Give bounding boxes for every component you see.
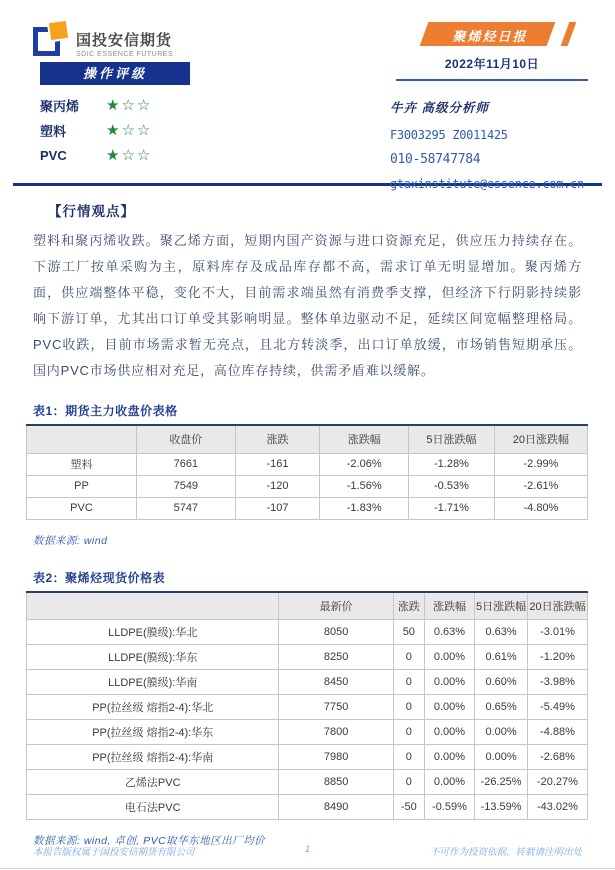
report-title-banner — [415, 22, 575, 46]
table-row — [27, 770, 588, 795]
table-cell: -4.88% — [527, 720, 587, 745]
table-cell: -1.20% — [527, 645, 587, 670]
rating-list — [40, 93, 152, 168]
table-row — [27, 497, 588, 519]
table-cell: -20.27% — [527, 770, 587, 795]
logo-text — [76, 22, 173, 58]
logo-orange-square — [49, 21, 68, 40]
report-header — [0, 0, 615, 191]
tables-section — [26, 402, 589, 848]
table-cell: 5747 — [136, 497, 235, 519]
table-row — [27, 795, 588, 820]
table-cell: -120 — [235, 475, 320, 497]
table-cell: PVC — [27, 497, 137, 519]
column-header: 涨跌幅 — [424, 592, 474, 620]
analyst-name: 牛卉 高级分析师 — [390, 101, 489, 115]
table-cell: 0.65% — [475, 695, 528, 720]
page-bottom-rule — [0, 868, 615, 869]
table-cell: 0.00% — [424, 695, 474, 720]
table-cell: -26.25% — [475, 770, 528, 795]
table-cell: PP(拉丝级 熔指2-4):华东 — [27, 720, 279, 745]
table-cell: -1.83% — [320, 497, 409, 519]
spot-price-table — [26, 591, 588, 821]
table-cell: 0.61% — [475, 645, 528, 670]
table-cell: 电石法PVC — [27, 795, 279, 820]
footer-page-number: 1 — [304, 844, 311, 855]
table-row — [27, 720, 588, 745]
table-cell: -161 — [235, 453, 320, 475]
rating-row — [40, 143, 152, 168]
table-row — [27, 620, 588, 645]
table-cell: 50 — [393, 620, 424, 645]
company-name-cn: 国投安信期货 — [76, 32, 173, 49]
footer-disclaimer: 不可作为投资依据，转载请注明出处 — [429, 847, 582, 858]
table-cell: 8450 — [279, 670, 393, 695]
table-cell: 塑料 — [27, 453, 137, 475]
table-cell: -3.01% — [527, 620, 587, 645]
table-cell: -13.59% — [475, 795, 528, 820]
column-header: 最新价 — [279, 592, 393, 620]
market-opinion-section — [33, 200, 582, 384]
table-cell: -4.80% — [494, 497, 587, 519]
table-cell: 0 — [393, 645, 424, 670]
table-cell: 0.63% — [475, 620, 528, 645]
rating-row — [40, 118, 152, 143]
table-cell: 0.00% — [424, 645, 474, 670]
rating-label: 聚丙烯 — [40, 99, 80, 114]
table-row — [27, 695, 588, 720]
table-cell: -2.68% — [527, 745, 587, 770]
table-row — [27, 745, 588, 770]
table-cell: PP(拉丝级 熔指2-4):华南 — [27, 745, 279, 770]
company-name-en: SDIC ESSENCE FUTURES — [76, 51, 174, 58]
column-header: 5日涨跌幅 — [409, 425, 495, 453]
table-cell: PP — [27, 475, 137, 497]
table-cell: LLDPE(膜级):华东 — [27, 645, 279, 670]
table-cell: 0 — [393, 770, 424, 795]
table-cell: 0.00% — [424, 670, 474, 695]
table-row — [27, 645, 588, 670]
opinion-body-text: 塑料和聚丙烯收跌。聚乙烯方面，短期内国产资源与进口资源充足，供应压力持续存在。下游工厂按单采购为主，原料库存及成品库存都不高，需求订单无明显增加。聚丙烯方面，供应端整体平稳，变化不大，目前需求端虽然有消费季支撑，但经济下行阴影持续影响下游订单，尤其出口订单受其影响明显。整体单边驱动不足，延续区间宽幅整理格局。PVC收跌，目前市场需求暂无亮点，且北方转淡季，出口订单放缓，市场销售短期承压。国内PVC市场供应相对充足，高位库存持续，供需矛盾难以缓解。 — [33, 233, 582, 378]
company-logo-icon — [33, 22, 69, 58]
table-row — [27, 670, 588, 695]
table-cell: 0.00% — [475, 720, 528, 745]
table-cell: -5.49% — [527, 695, 587, 720]
table-cell: 0.60% — [475, 670, 528, 695]
table-cell: 0.00% — [475, 745, 528, 770]
table-cell: 0.00% — [424, 720, 474, 745]
table-cell: -2.06% — [320, 453, 409, 475]
table-cell: 7549 — [136, 475, 235, 497]
table-cell: -2.61% — [494, 475, 587, 497]
table-cell: 8050 — [279, 620, 393, 645]
table-cell: 8850 — [279, 770, 393, 795]
column-header: 20日涨跌幅 — [527, 592, 587, 620]
table-cell: 0.63% — [424, 620, 474, 645]
column-header: 收盘价 — [136, 425, 235, 453]
header-right-column — [388, 22, 594, 191]
column-header: 5日涨跌幅 — [475, 592, 528, 620]
table-cell: LLDPE(膜级):华北 — [27, 620, 279, 645]
page-footer — [33, 844, 582, 858]
table2-source: 数据来源: wind, 卓创, PVC取华东地区出厂均价 — [33, 835, 266, 847]
rating-stars-icon: ★☆☆ — [106, 97, 153, 114]
table-cell: -50 — [393, 795, 424, 820]
table-cell: 0 — [393, 670, 424, 695]
futures-close-price-table — [26, 424, 588, 520]
table-cell: 0 — [393, 720, 424, 745]
table-cell: -0.53% — [409, 475, 495, 497]
column-header — [27, 425, 137, 453]
table-row — [27, 475, 588, 497]
table-cell: 0.00% — [424, 770, 474, 795]
table-cell: -0.59% — [424, 795, 474, 820]
table-cell: 乙烯法PVC — [27, 770, 279, 795]
table-cell: -3.98% — [527, 670, 587, 695]
table-header-row — [27, 592, 588, 620]
table-cell: PP(拉丝级 熔指2-4):华北 — [27, 695, 279, 720]
rating-label: 塑料 — [40, 124, 67, 139]
table-header-row — [27, 425, 588, 453]
column-header: 20日涨跌幅 — [494, 425, 587, 453]
rating-stars-icon: ★☆☆ — [106, 122, 153, 139]
table-cell: 7661 — [136, 453, 235, 475]
footer-copyright: 本报告版权属于国投安信期货有限公司 — [33, 847, 195, 858]
table-cell: -1.28% — [409, 453, 495, 475]
report-title: 聚烯烃日报 — [452, 29, 528, 44]
table-row — [27, 453, 588, 475]
column-header: 涨跌 — [393, 592, 424, 620]
analyst-info — [390, 98, 594, 191]
company-logo — [33, 22, 173, 58]
table1-title: 表1：期货主力收盘价表格 — [33, 404, 178, 418]
analyst-phone: 010-58747784 — [390, 152, 481, 167]
table-cell: -1.56% — [320, 475, 409, 497]
table-cell: 0 — [393, 695, 424, 720]
analyst-email[interactable]: gtaxinstitute@essence.com.cn — [390, 177, 584, 191]
table-cell: -107 — [235, 497, 320, 519]
column-header: 涨跌幅 — [320, 425, 409, 453]
column-header — [27, 592, 279, 620]
table-cell: -2.99% — [494, 453, 587, 475]
opinion-section-title: 【行情观点】 — [48, 204, 135, 219]
table-cell: 7980 — [279, 745, 393, 770]
table2-title: 表2：聚烯烃现货价格表 — [33, 570, 166, 585]
table-cell: -43.02% — [527, 795, 587, 820]
table1-source: 数据来源: wind — [33, 534, 108, 547]
column-header: 涨跌 — [235, 425, 320, 453]
report-date: 2022年11月10日 — [396, 55, 588, 81]
table-cell: -1.71% — [409, 497, 495, 519]
table-cell: 7800 — [279, 720, 393, 745]
table-cell: 0 — [393, 745, 424, 770]
table-cell: 8490 — [279, 795, 393, 820]
rating-label: PVC — [40, 148, 67, 163]
table-cell: 8250 — [279, 645, 393, 670]
analyst-license: F3003295 Z0011425 — [390, 128, 508, 142]
table-cell: 0.00% — [424, 745, 474, 770]
rating-panel-title: 操作评级 — [40, 62, 190, 85]
rating-stars-icon: ★☆☆ — [106, 147, 153, 164]
table-cell: LLDPE(膜级):华南 — [27, 670, 279, 695]
table-cell: 7750 — [279, 695, 393, 720]
rating-row — [40, 93, 152, 118]
